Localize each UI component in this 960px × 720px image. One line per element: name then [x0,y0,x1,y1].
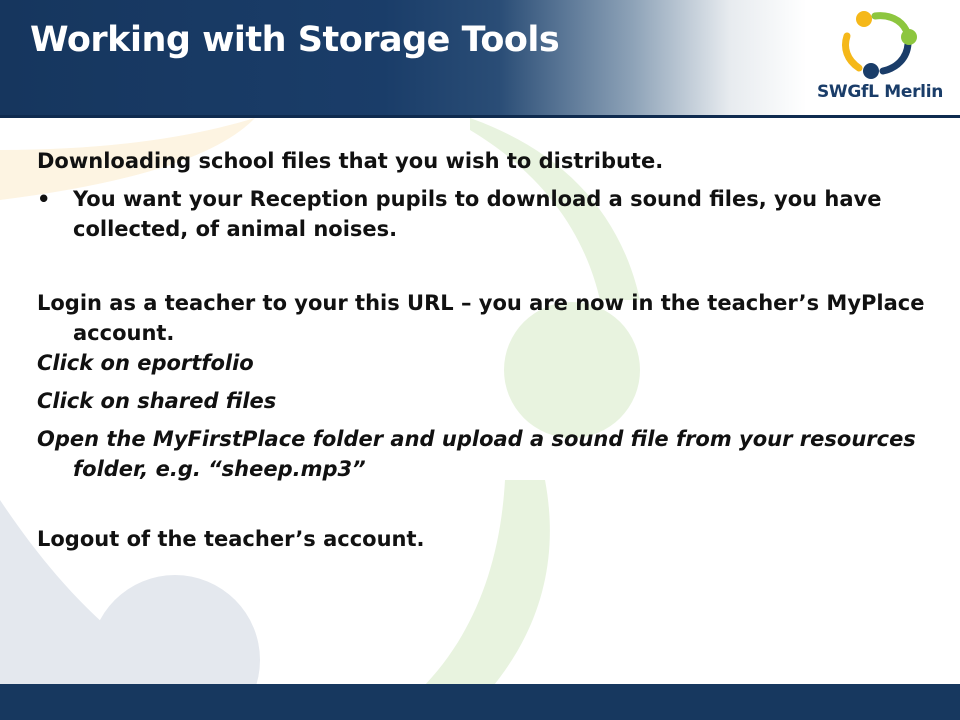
slide-body [37,146,937,554]
logo-label: SWGfL Merlin [816,82,944,102]
bullet-item [37,184,937,244]
swgfl-merlin-logo [815,6,945,110]
bullet-text: You want your Reception pupils to download a sound files, you have collected, of animal noises. [73,187,882,241]
logout-instruction: Logout of the teacher’s account. [37,527,425,551]
login-instruction: Login as a teacher to your this URL – you are now in the teacher’s MyPlace account. [37,291,925,345]
bullet-icon: • [37,187,51,211]
step-upload-file: Open the MyFirstPlace folder and upload a sound file from your resources folder, e.g. “sheep.mp3” [37,427,916,481]
footer-bar [0,684,960,720]
intro-text: Downloading school files that you wish to distribute. [37,149,664,173]
header-divider [0,115,960,118]
slide-title: Working with Storage Tools [30,20,560,60]
step-shared-files: Click on shared files [37,389,277,413]
step-eportfolio: Click on eportfolio [37,351,254,375]
swgfl-merlin-logo-icon [837,8,917,80]
